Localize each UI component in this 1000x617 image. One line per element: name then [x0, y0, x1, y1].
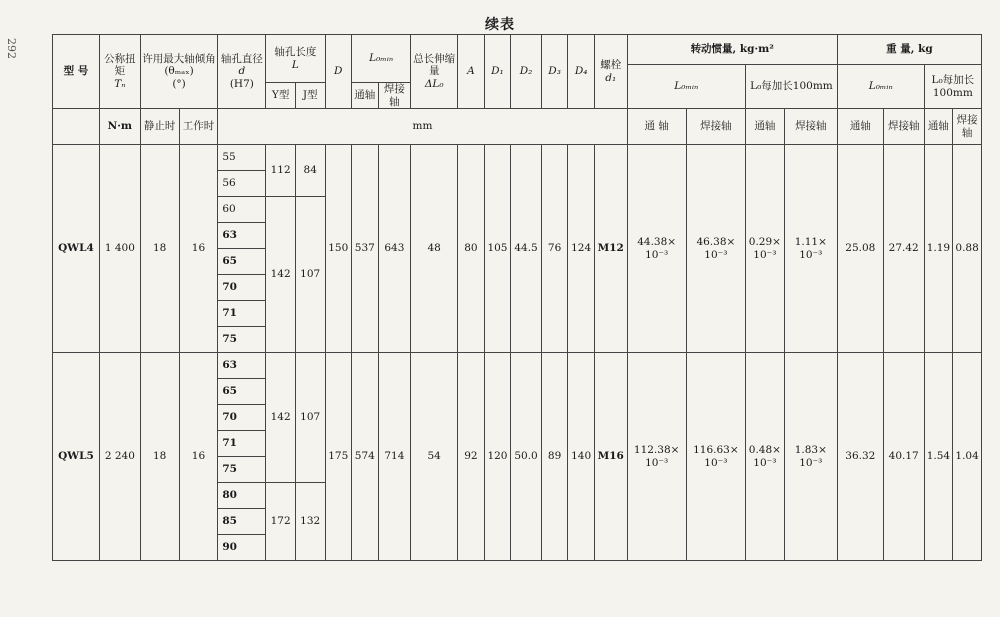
- inertia-add-through-cell: 0.48× 10⁻³: [745, 353, 784, 561]
- header-bore: 轴孔直径 d (H7): [218, 35, 266, 109]
- len-y-cell: 112: [266, 145, 296, 197]
- d4-cell: 124: [568, 145, 595, 353]
- bore-cell: 80: [218, 483, 266, 509]
- header-l0-through: 通轴: [352, 83, 379, 109]
- header-model: 型 号: [53, 35, 100, 109]
- inertia-through-cell: 112.38× 10⁻³: [627, 353, 686, 561]
- len-j-cell: 132: [295, 483, 325, 561]
- header-inertia-per100: L₀每加长100mm: [745, 65, 837, 109]
- coupling-spec-table: [52, 34, 982, 561]
- header-d1: D₁: [484, 35, 511, 109]
- d3-cell: 76: [541, 145, 568, 353]
- angle-work-cell: 16: [179, 145, 218, 353]
- bore-cell: 71: [218, 301, 266, 327]
- d-cell: 175: [325, 353, 352, 561]
- l0-through-cell: 537: [352, 145, 379, 353]
- header-d2: D₂: [511, 35, 542, 109]
- header-d4: D₄: [568, 35, 595, 109]
- inertia-through-cell: 44.38× 10⁻³: [627, 145, 686, 353]
- d3-cell: 89: [541, 353, 568, 561]
- inertia-add-weld-cell: 1.11× 10⁻³: [784, 145, 837, 353]
- page-number: 292: [5, 38, 18, 59]
- header-weight-per100: L₀每加长100mm: [924, 65, 981, 109]
- l0-weld-cell: 714: [378, 353, 411, 561]
- unit-weight-add-weld: 焊接轴: [953, 109, 982, 145]
- unit-inertia-weld: 焊接轴: [686, 109, 745, 145]
- inertia-add-through-cell: 0.29× 10⁻³: [745, 145, 784, 353]
- d1-cell: 120: [484, 353, 511, 561]
- header-inertia-l0: L₀ₘᵢₙ: [627, 65, 745, 109]
- len-j-cell: 84: [295, 145, 325, 197]
- unit-static: 静止时: [140, 109, 179, 145]
- header-l0min: L₀ₘᵢₙ: [352, 35, 411, 83]
- header-y-type: Y型: [266, 83, 296, 109]
- d2-cell: 50.0: [511, 353, 542, 561]
- weight-weld-cell: 40.17: [883, 353, 924, 561]
- unit-blank: [53, 109, 100, 145]
- stretch-cell: 54: [411, 353, 458, 561]
- bore-cell: 90: [218, 535, 266, 561]
- bore-cell: 63: [218, 353, 266, 379]
- torque-cell: 1 400: [99, 145, 140, 353]
- header-angle: 许用最大轴倾角 (θₘₐₓ) (°): [140, 35, 218, 109]
- bore-cell: 65: [218, 379, 266, 405]
- bore-cell: 70: [218, 275, 266, 301]
- header-bore-length: 轴孔长度 L: [266, 35, 325, 83]
- weight-through-cell: 36.32: [837, 353, 883, 561]
- bolt-cell: M12: [594, 145, 627, 353]
- weight-through-cell: 25.08: [837, 145, 883, 353]
- a-cell: 80: [458, 145, 485, 353]
- header-d: D: [325, 35, 352, 109]
- bore-cell: 71: [218, 431, 266, 457]
- len-y-cell: 142: [266, 353, 296, 483]
- inertia-add-weld-cell: 1.83× 10⁻³: [784, 353, 837, 561]
- bore-cell: 63: [218, 223, 266, 249]
- table-row: [53, 145, 982, 171]
- len-j-cell: 107: [295, 197, 325, 353]
- a-cell: 92: [458, 353, 485, 561]
- table-row: [53, 353, 982, 379]
- len-y-cell: 142: [266, 197, 296, 353]
- header-j-type: J型: [295, 83, 325, 109]
- weight-add-weld-cell: 0.88: [953, 145, 982, 353]
- header-l0-weld: 焊接轴: [378, 83, 411, 109]
- unit-weight-add-through: 通轴: [924, 109, 953, 145]
- header-weight-l0: L₀ₘᵢₙ: [837, 65, 924, 109]
- bore-cell: 75: [218, 457, 266, 483]
- model-cell: QWL5: [53, 353, 100, 561]
- header-bolt: 螺栓 d₁: [594, 35, 627, 109]
- weight-add-through-cell: 1.54: [924, 353, 953, 561]
- unit-weight-weld: 焊接轴: [883, 109, 924, 145]
- bore-cell: 70: [218, 405, 266, 431]
- unit-weight-through: 通轴: [837, 109, 883, 145]
- angle-work-cell: 16: [179, 353, 218, 561]
- weight-add-through-cell: 1.19: [924, 145, 953, 353]
- weight-weld-cell: 27.42: [883, 145, 924, 353]
- bolt-cell: M16: [594, 353, 627, 561]
- bore-cell: 56: [218, 171, 266, 197]
- unit-inertia-through: 通 轴: [627, 109, 686, 145]
- unit-inertia-add-through: 通轴: [745, 109, 784, 145]
- header-weight: 重 量, kg: [837, 35, 981, 65]
- d1-cell: 105: [484, 145, 511, 353]
- table-caption: 续表: [485, 17, 515, 33]
- d-cell: 150: [325, 145, 352, 353]
- inertia-weld-cell: 46.38× 10⁻³: [686, 145, 745, 353]
- unit-working: 工作时: [179, 109, 218, 145]
- header-a: A: [458, 35, 485, 109]
- d4-cell: 140: [568, 353, 595, 561]
- header-inertia: 转动惯量, kg·m²: [627, 35, 837, 65]
- header-row-1: [53, 35, 982, 65]
- header-stretch: 总长伸缩量 ΔL₀: [411, 35, 458, 109]
- bore-cell: 55: [218, 145, 266, 171]
- stretch-cell: 48: [411, 145, 458, 353]
- l0-through-cell: 574: [352, 353, 379, 561]
- unit-inertia-add-weld: 焊接轴: [784, 109, 837, 145]
- header-torque: 公称扭矩 Tₙ: [99, 35, 140, 109]
- model-cell: QWL4: [53, 145, 100, 353]
- bore-cell: 65: [218, 249, 266, 275]
- d2-cell: 44.5: [511, 145, 542, 353]
- len-y-cell: 172: [266, 483, 296, 561]
- weight-add-weld-cell: 1.04: [953, 353, 982, 561]
- angle-static-cell: 18: [140, 353, 179, 561]
- unit-mm: mm: [218, 109, 627, 145]
- inertia-weld-cell: 116.63× 10⁻³: [686, 353, 745, 561]
- unit-torque: N·m: [99, 109, 140, 145]
- bore-cell: 75: [218, 327, 266, 353]
- bore-cell: 60: [218, 197, 266, 223]
- angle-static-cell: 18: [140, 145, 179, 353]
- bore-cell: 85: [218, 509, 266, 535]
- torque-cell: 2 240: [99, 353, 140, 561]
- len-j-cell: 107: [295, 353, 325, 483]
- l0-weld-cell: 643: [378, 145, 411, 353]
- units-row: [53, 109, 982, 145]
- header-d3: D₃: [541, 35, 568, 109]
